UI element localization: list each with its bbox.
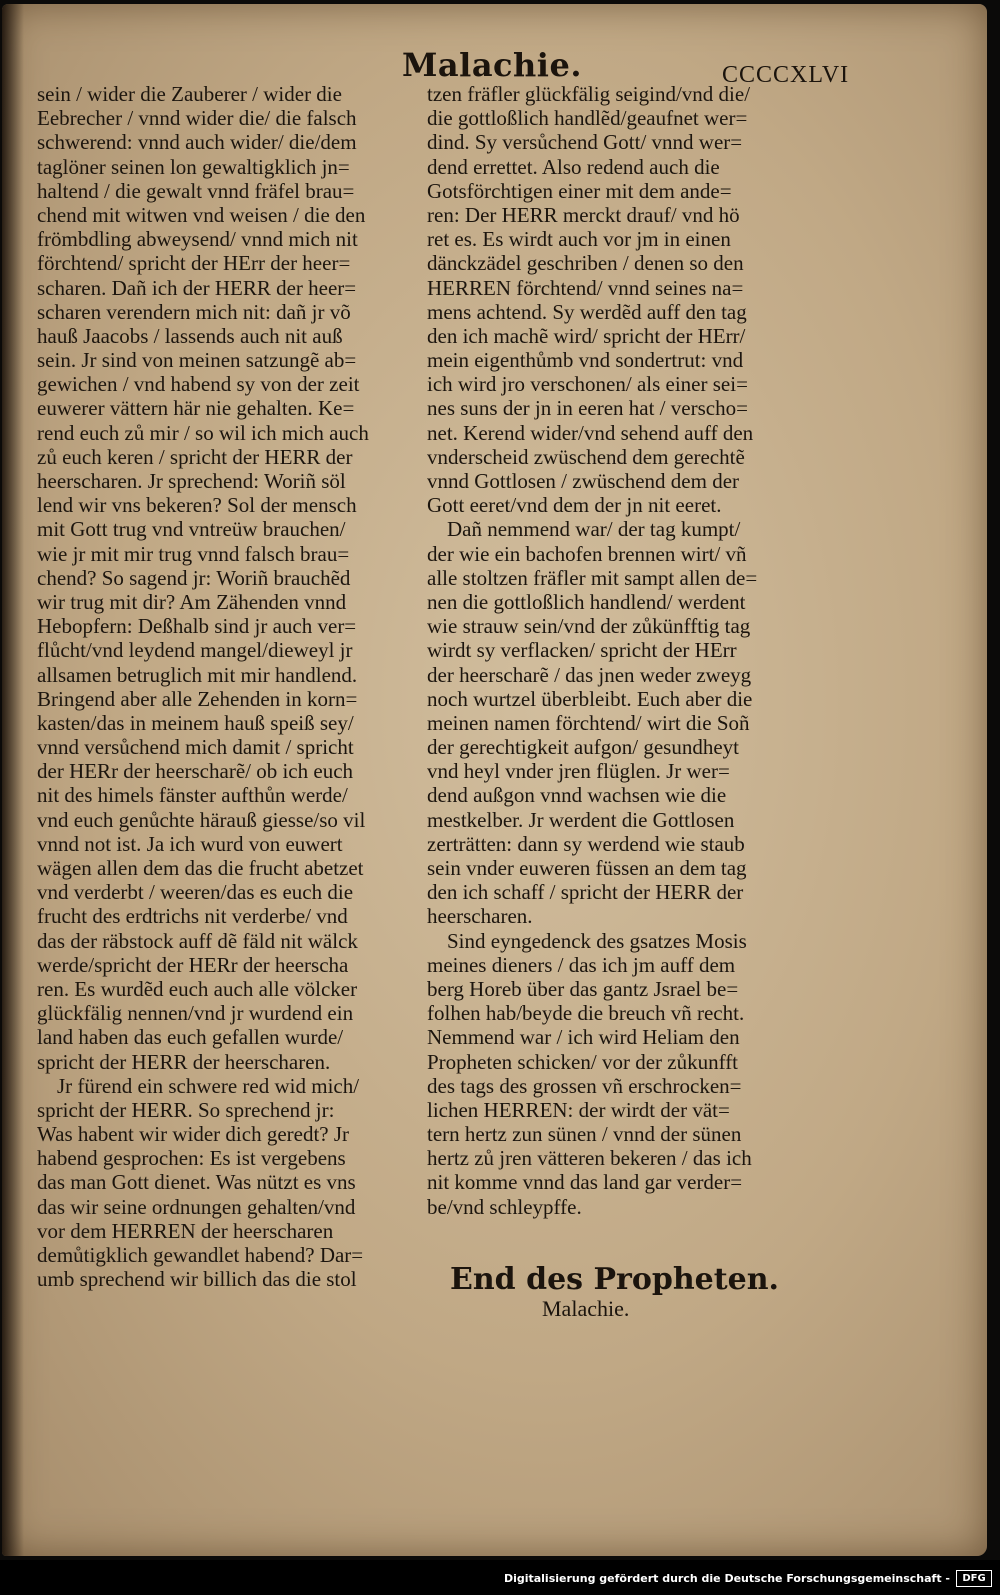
text-line: dänckzädel geschriben / denen so den — [427, 251, 744, 276]
text-line: den ich schaff / spricht der HERR der — [427, 880, 744, 905]
paragraph-start-line: Sind eyngedenck des gsatzes Mosis — [447, 928, 747, 953]
text-line: Was habent wir wider dich geredt? Jr — [37, 1122, 350, 1147]
text-line: be/vnd schleypffe. — [427, 1194, 582, 1219]
text-line: net. Kerend wider/vnd sehend auff den — [427, 420, 754, 445]
text-line: chend mit witwen vnd weisen / die den — [37, 202, 366, 227]
gutter-shadow — [2, 4, 24, 1556]
text-line: habend gesprochen: Es ist vergebens — [37, 1146, 346, 1171]
text-line: vnd heyl vnder jren flüglen. Jr wer= — [427, 759, 730, 784]
text-line: vnderscheid zwüschend dem gerechtẽ — [427, 444, 745, 469]
text-line: Hebopfern: Deßhalb sind jr auch ver= — [37, 614, 357, 639]
text-line: haltend / die gewalt vnnd fräfel brau= — [37, 178, 355, 203]
left-text-column — [37, 82, 422, 1291]
text-line: Gott eeret/vnd dem der jn nit eeret. — [427, 493, 722, 518]
funding-credit: Digitalisierung gefördert durch die Deutsche Forschungsgemeinschaft - — [503, 1572, 950, 1585]
text-line: sein. Jr sind von meinen satzungẽ ab= — [37, 348, 357, 373]
text-line: ren: Der HERR merckt drauf/ vnd hö — [427, 202, 740, 227]
text-line: flůcht/vnd leydend mangel/dieweyl jr — [37, 638, 353, 663]
text-line: Eebrecher / vnnd wider die/ die falsch — [37, 106, 357, 131]
text-line: wirdt sy verflacken/ spricht der HErr — [427, 638, 737, 663]
text-line: wie strauw sein/vnd der zůkünfftig tag — [427, 614, 751, 639]
text-line: nit komme vnnd das land gar verder= — [427, 1170, 743, 1195]
dfg-logo-badge: DFG — [956, 1570, 992, 1587]
text-line: frucht des erdtrichs nit verderbe/ vnd — [37, 904, 348, 929]
text-line: vnd euch genůchte härauß giesse/so vil — [37, 807, 366, 832]
text-line: land haben das euch gefallen wurde/ — [37, 1025, 344, 1050]
text-line: dind. Sy versůchend Gott/ vnnd wer= — [427, 130, 743, 155]
text-line: rend euch zů mir / so wil ich mich auch — [37, 420, 369, 445]
text-line: taglöner seinen lon gewaltigklich jn= — [37, 154, 350, 179]
text-line: folhen hab/beyde die breuch vñ recht. — [427, 1001, 745, 1026]
text-line: wir trug mit dir? Am Zähenden vnnd — [37, 589, 347, 614]
text-line: vnnd versůchend mich damit / spricht — [37, 735, 354, 760]
text-line: vnnd not ist. Ja ich wurd von euwert — [37, 831, 343, 856]
text-line: des tags des grossen vñ erschrocken= — [427, 1073, 742, 1098]
text-line: das wir seine ordnungen gehalten/vnd — [37, 1194, 356, 1219]
paragraph-start-line: Jr fürend ein schwere red wid mich/ — [57, 1073, 360, 1098]
text-line: kasten/das in meinem hauß speiß sey/ — [37, 710, 354, 735]
text-line: allsamen betruglich mit mir handlend. — [37, 662, 358, 687]
text-line: den ich machẽ wird/ spricht der HErr/ — [427, 323, 746, 348]
footer-bar — [0, 1560, 1000, 1595]
text-line: hauß Jaacobs / lassends auch nit auß — [37, 323, 343, 348]
text-line: lichen HERREN: der wirdt der vät= — [427, 1097, 730, 1122]
text-line: chend? So sagend jr: Woriñ brauchẽd — [37, 565, 351, 590]
text-line: der gerechtigkeit aufgon/ gesundheyt — [427, 735, 739, 760]
text-line: wägen allen dem das die frucht abetzet — [37, 856, 364, 880]
text-line: die gottloßlich handlẽd/geaufnet wer= — [427, 106, 748, 131]
text-line: scharen. Dañ ich der HERR der heer= — [37, 275, 357, 300]
text-line: ret es. Es wirdt auch vor jm in einen — [427, 227, 731, 252]
book-page — [2, 4, 987, 1556]
text-line: mein eigenthůmb vnd sondertrut: vnd — [427, 348, 744, 373]
text-line: Gotsförchtigen einer mit dem ande= — [427, 178, 732, 203]
text-line: das man Gott dienet. Was nützt es vns — [37, 1170, 356, 1195]
text-line: meinen namen förchtend/ wirt die Soñ — [427, 710, 750, 735]
text-line: der HERr der heerscharẽ/ ob ich euch — [37, 759, 354, 784]
right-text-column — [427, 82, 817, 1219]
text-line: spricht der HERR. So sprechend jr: — [37, 1097, 335, 1122]
text-line: zerträtten: dann sy werdend wie staub — [427, 831, 745, 856]
text-line: lend wir vns bekeren? Sol der mensch — [37, 493, 357, 518]
text-line: nit des himels fänster aufthůn werde/ — [37, 783, 348, 808]
text-line: spricht der HERR der heerscharen. — [37, 1049, 331, 1074]
text-line: mestkelber. Jr werdent die Gottlosen — [427, 807, 735, 832]
text-line: glückfälig nennen/vnd jr wurdend ein — [37, 1001, 354, 1026]
paragraph-start-line: Dañ nemmend war/ der tag kumpt/ — [447, 517, 741, 542]
text-line: der wie ein bachofen brennen wirt/ vñ — [427, 541, 747, 566]
text-line: tzen fräfler glückfälig seigind/vnd die/ — [427, 82, 751, 106]
text-line: mens achtend. Sy werdẽd auff den tag — [427, 299, 747, 324]
text-line: dend errettet. Also redend auch die — [427, 154, 720, 179]
text-line: heerscharen. — [427, 904, 533, 929]
text-line: Propheten schicken/ vor der zůkunfft — [427, 1049, 739, 1074]
text-line: berg Horeb über das gantz Jsrael be= — [427, 976, 739, 1001]
text-line: sein / wider die Zauberer / wider die — [37, 82, 342, 106]
text-line: euwerer vättern här nie gehalten. Ke= — [37, 396, 355, 421]
text-line: zů euch keren / spricht der HERR der — [37, 444, 353, 469]
text-line: scharen verendern mich nit: dañ jr võ — [37, 299, 351, 324]
text-line: werde/spricht der HERr der heerscha — [37, 952, 349, 977]
text-line: HERREN förchtend/ vnnd seines na= — [427, 275, 744, 300]
text-line: umb sprechend wir billich das die stol — [37, 1267, 357, 1292]
text-line: nes suns der jn in eeren hat / verscho= — [427, 396, 748, 421]
text-line: vnd verderbt / weeren/das es euch die — [37, 880, 354, 905]
text-line: hertz zů jren vätteren bekeren / das ich — [427, 1146, 752, 1171]
running-title: Malachie. — [402, 46, 582, 84]
text-line: das der räbstock auff dẽ fäld nit wälck — [37, 928, 358, 953]
text-line: tern hertz zun sünen / vnnd der sünen — [427, 1122, 742, 1147]
text-line: dend außgon vnnd wachsen wie die — [427, 783, 727, 808]
text-line: frömbdling abweysend/ vnnd mich nit — [37, 227, 358, 252]
text-line: sein vnder euweren füssen an dem tag — [427, 856, 747, 880]
text-line: heerscharen. Jr sprechend: Woriñ söl — [37, 469, 346, 493]
text-line: Nemmend war / ich wird Heliam den — [427, 1025, 740, 1050]
folio-number: CCCCXLVI — [722, 62, 850, 88]
text-line: vor dem HERREN der heerscharen — [37, 1218, 334, 1243]
text-line: mit Gott trug vnd vntreüw brauchen/ — [37, 517, 346, 542]
text-line: gewichen / vnd habend sy von der zeit — [37, 372, 360, 397]
text-line: förchtend/ spricht der HErr der heer= — [37, 251, 351, 276]
text-line: Bringend aber alle Zehenden in korn= — [37, 686, 358, 711]
text-line: schwerend: vnnd auch wider/ die/dem — [37, 130, 357, 155]
text-line: demůtigklich gewandlet habend? Dar= — [37, 1243, 364, 1267]
closing-title: End des Propheten. — [450, 1262, 779, 1297]
text-line: vnnd Gottlosen / zwüschend dem der — [427, 469, 740, 493]
text-line: meines dieners / das ich jm auff dem — [427, 952, 736, 977]
text-line: alle stoltzen fräfler mit sampt allen de= — [427, 565, 758, 590]
text-line: ren. Es wurdẽd euch auch alle völcker — [37, 976, 358, 1001]
text-line: der heerscharẽ / das jnen weder zweyg — [427, 662, 752, 687]
text-line: noch wurtzel überbleibt. Euch aber die — [427, 686, 753, 711]
text-line: wie jr mit mir trug vnnd falsch brau= — [37, 541, 350, 566]
closing-subtitle: Malachie. — [542, 1296, 630, 1321]
text-line: ich wird jro verschonen/ als einer sei= — [427, 372, 748, 397]
text-line: nen die gottloßlich handlend/ werdent — [427, 589, 746, 614]
